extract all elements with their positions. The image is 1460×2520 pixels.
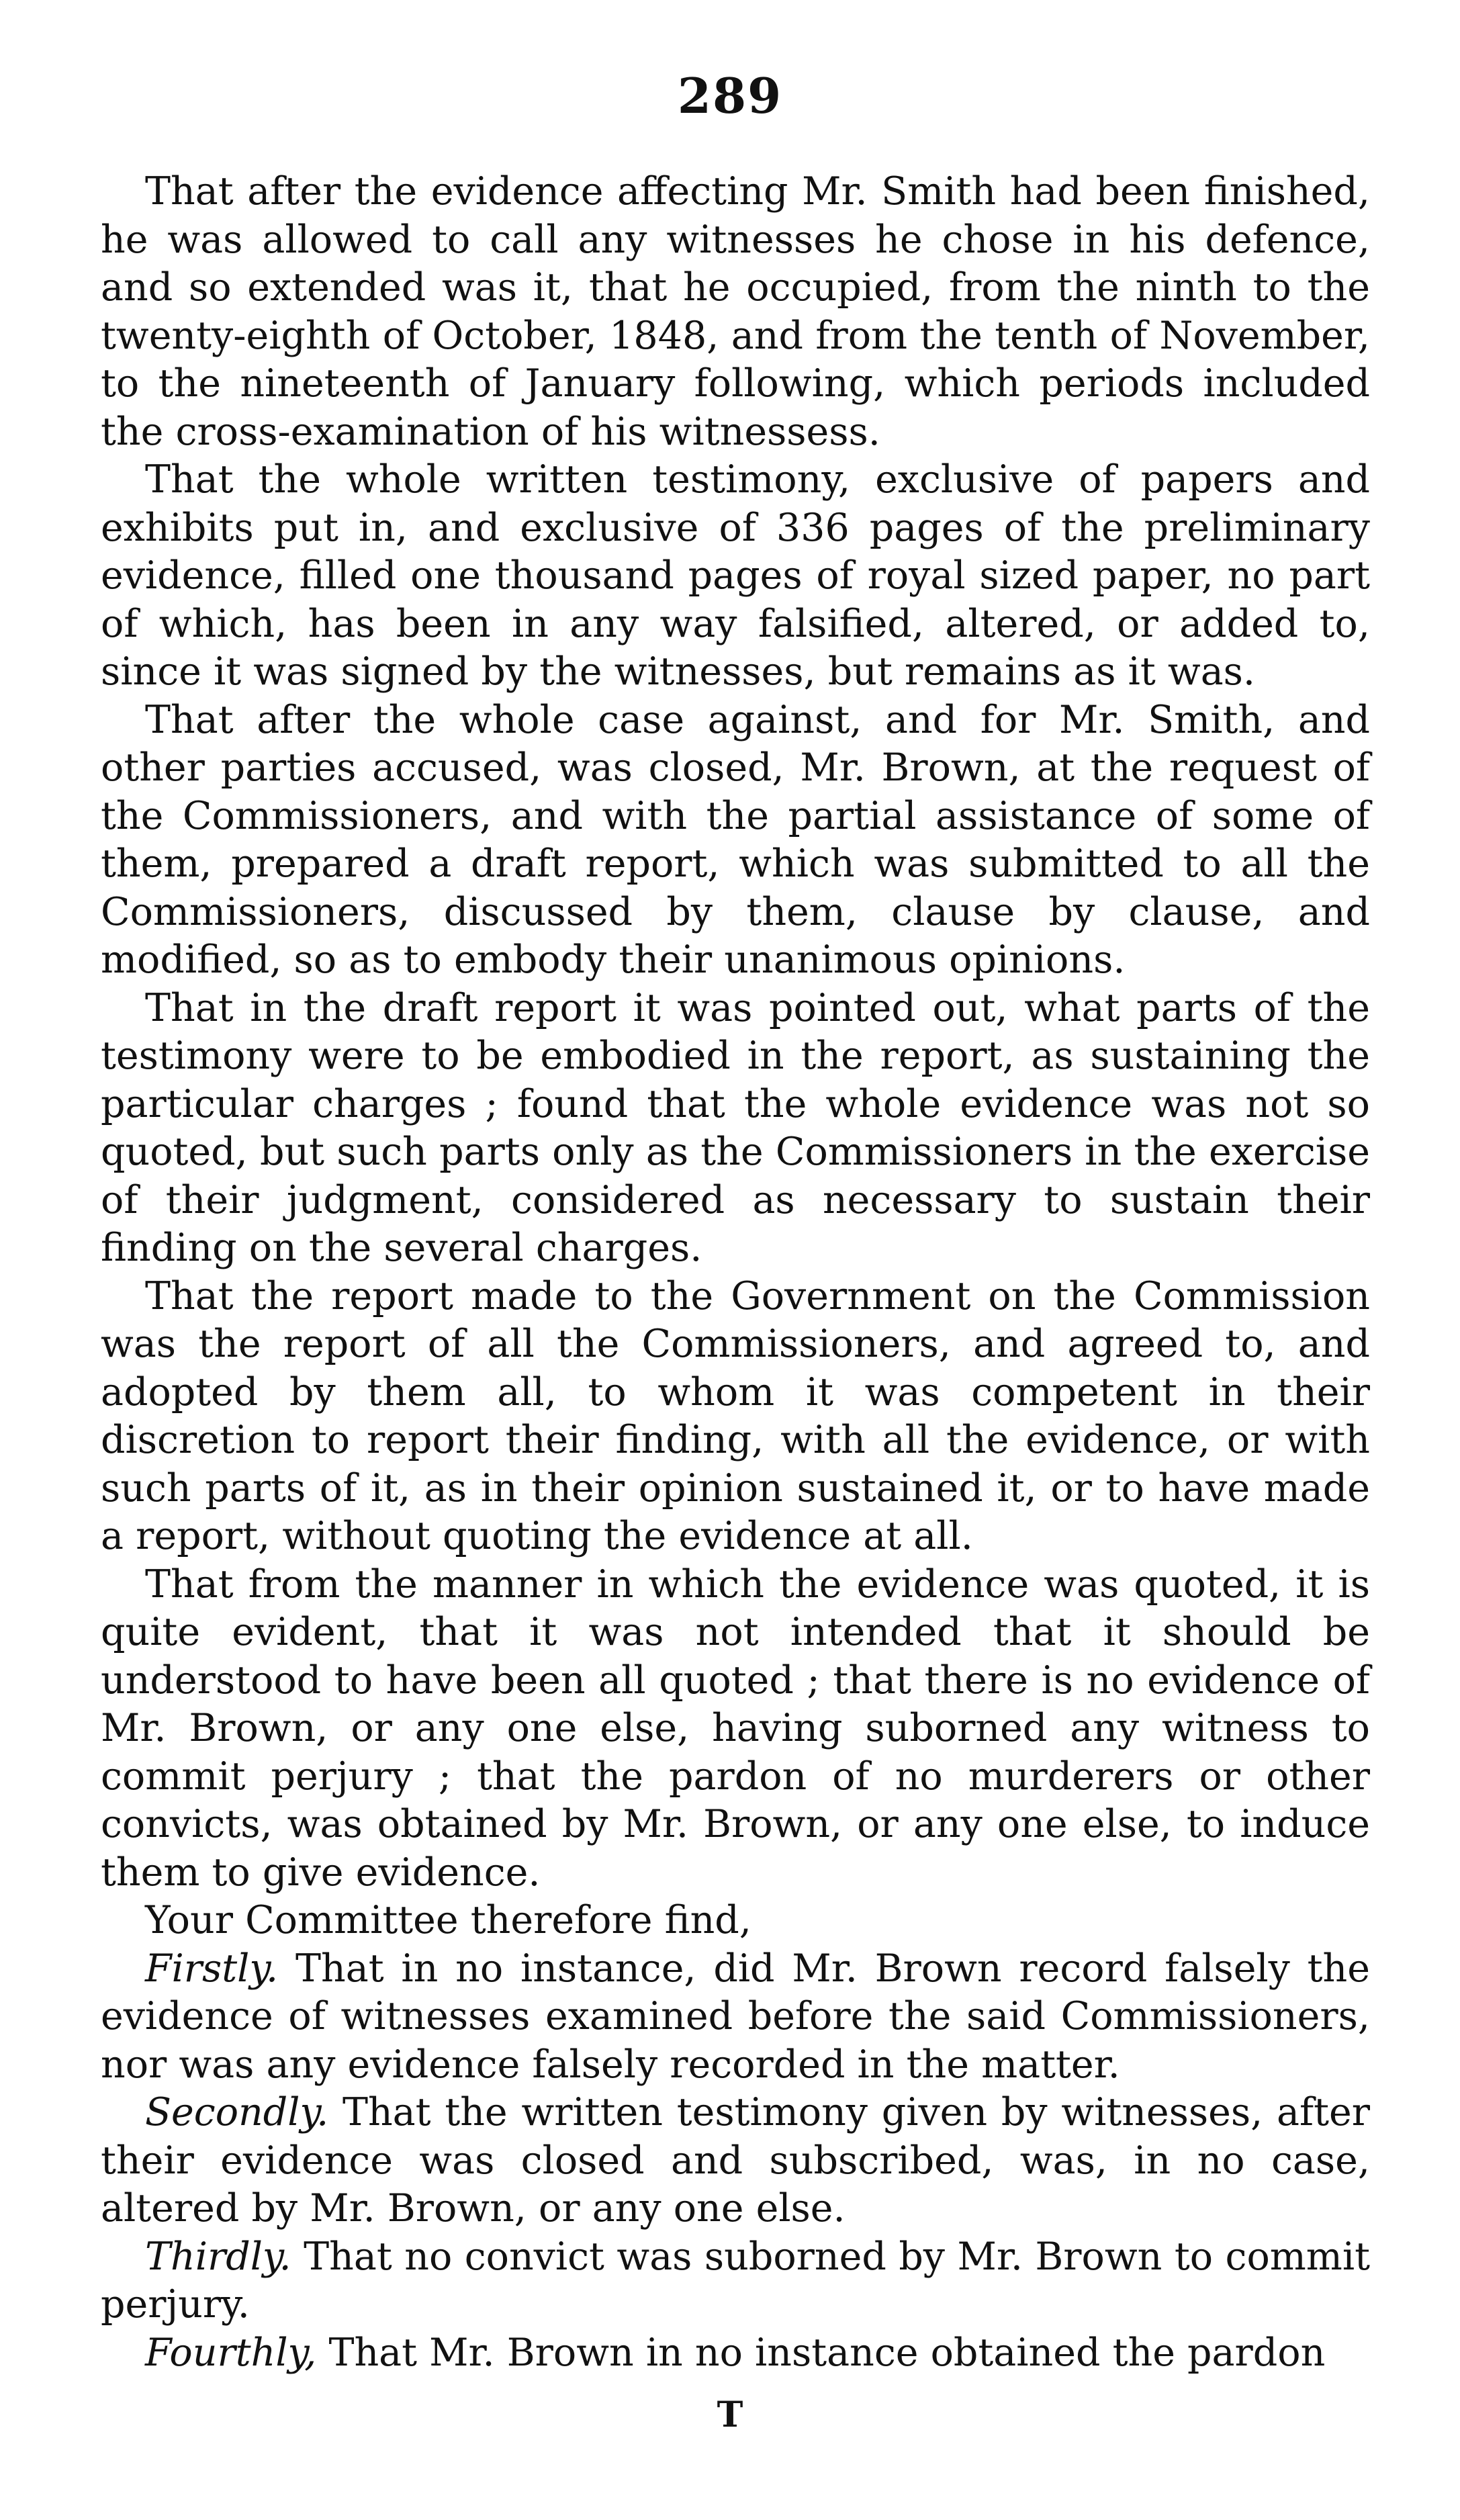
page-number: 289: [677, 67, 783, 124]
paragraph-government-report: That the report made to the Government on the Commission was the report of all the Commissioners, and agreed to, and adopted by them all, to whom it was competent in their discretion to report their finding, with all the evidence, or with such parts of it, as in their opinion sustained it, or to have made a report, without quoting the evidence at all.: [101, 1273, 1370, 1558]
finding-fourth: [101, 2329, 1370, 2378]
paragraph-smith-defence: That after the evidence affecting Mr. Smith had been finished, he was allowed to call any witnesses he chose in his defence, and so extended was it, that he occupied, from the ninth to the twenty-eighth of October, 1848, and from the tenth of November, to the nineteenth of January following, which periods included the cross-examination of his witnessess.: [101, 169, 1370, 454]
finding-ordinal: Firstly.: [145, 1946, 279, 1991]
finding-ordinal: Secondly.: [145, 2090, 329, 2134]
paragraph-quoted-evidence: That from the manner in which the evidence was quoted, it is quite evident, that it was not intended that it should be understood to have been all quoted ; that there is no evidence of Mr. Brown, or any one else, having suborned any witness to commit perjury ; that the pardon of no murderers or other convicts, was obtained by Mr. Brown, or any one else, to induce them to give evidence.: [101, 1562, 1370, 1895]
finding-first: [101, 1945, 1370, 2089]
finding-second: [101, 2089, 1370, 2233]
finding-third: [101, 2233, 1370, 2329]
finding-text: That no convict was suborned by Mr. Brown to commit perjury.: [101, 2234, 1370, 2327]
paragraph-draft-report: That after the whole case against, and for Mr. Smith, and other parties accused, was closed, Mr. Brown, at the request of the Commissioners, and with the partial assistance of some of them, prepared a draft report, which was submitted to all the Commissioners, discussed by them, clause by clause, and modified, so as to embody their unanimous opinions.: [101, 697, 1370, 982]
paragraph-report-contents: That in the draft report it was pointed out, what parts of the testimony were to be embodied in the report, as sustaining the particular charges ; found that the whole evidence was not so quoted, but such parts only as the Commissioners in the exercise of their judgment, considered as necessary to sustain their finding on the several charges.: [101, 985, 1370, 1270]
committee-finding-intro: Your Committee therefore find,: [145, 1898, 751, 1942]
signature-mark: T: [717, 2394, 743, 2435]
paragraph-written-testimony: That the whole written testimony, exclusive of papers and exhibits put in, and exclusive of 336 pages of the preliminary evidence, filled one thousand pages of royal sized paper, no part of which, has been in any way falsified, altered, or added to, since it was signed by the witnesses, but remains as it was.: [101, 457, 1370, 694]
page-body: [101, 168, 1370, 2377]
finding-text: That in no instance, did Mr. Brown record falsely the evidence of witnesses examined before the said Commissioners, nor was any evidence falsely recorded in the matter.: [101, 1946, 1371, 2087]
finding-text: That the written testimony given by witnesses, after their evidence was closed and subscribed, was, in no case, altered by Mr. Brown, or any one else.: [101, 2090, 1370, 2231]
finding-ordinal: Fourthly,: [145, 2330, 317, 2375]
finding-ordinal: Thirdly.: [145, 2234, 291, 2279]
finding-text: That Mr. Brown in no instance obtained the pardon: [328, 2330, 1326, 2375]
